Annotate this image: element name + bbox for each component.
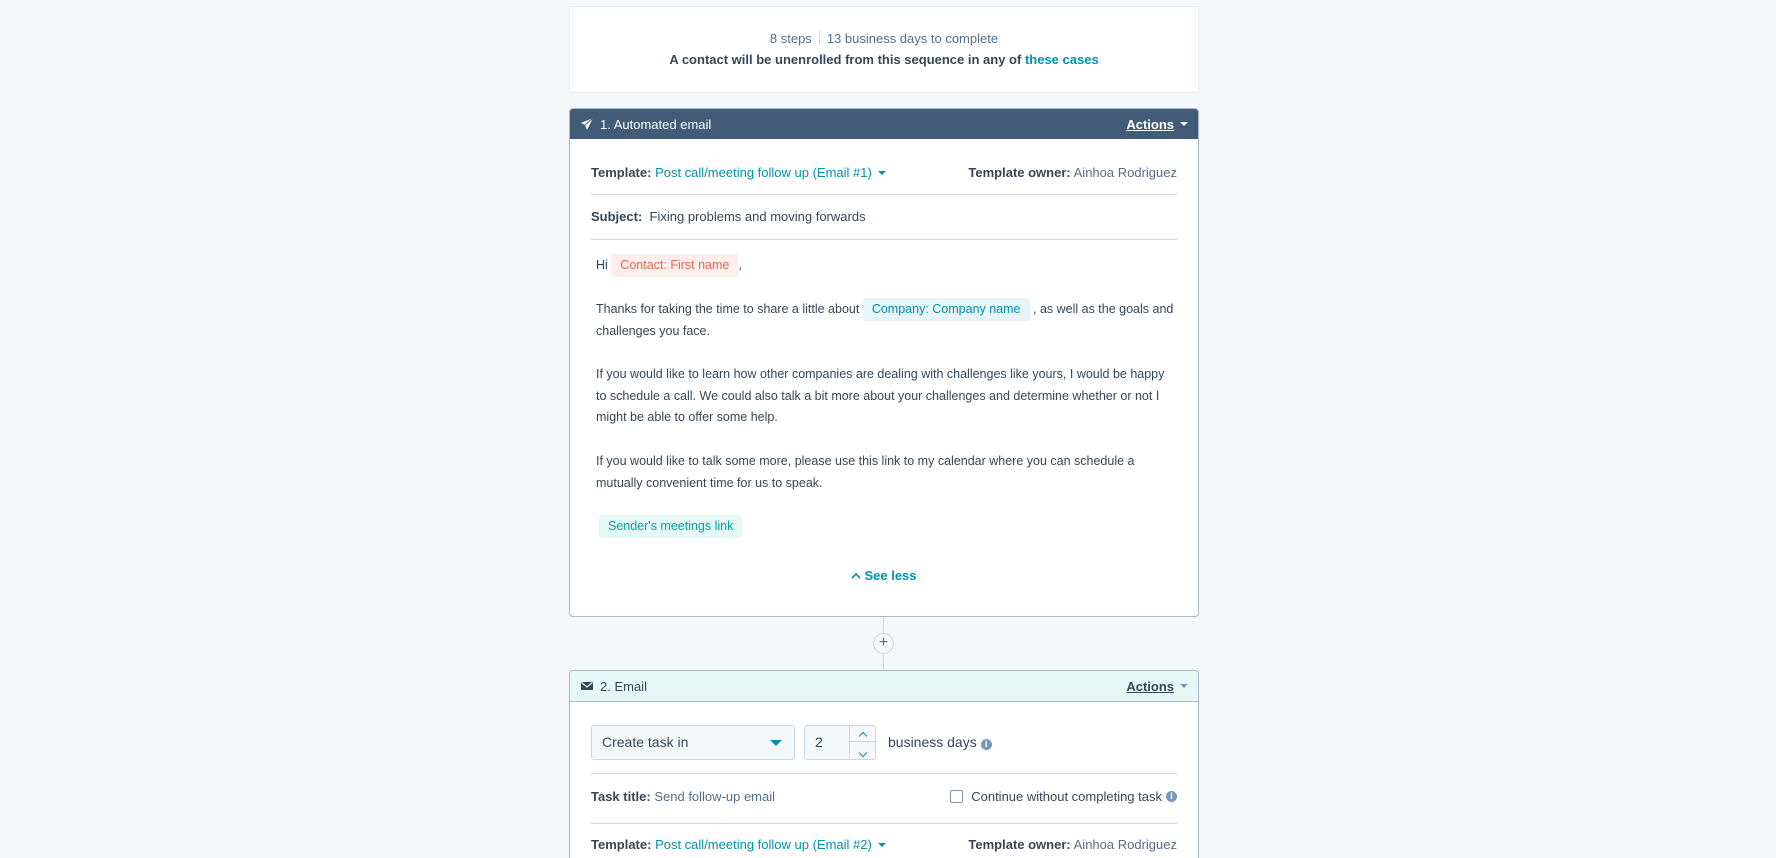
days-input[interactable]: 2: [815, 734, 823, 750]
chevron-up-icon: [851, 572, 861, 580]
days-stepper: [804, 725, 876, 760]
business-days-label: [888, 734, 992, 750]
email-meeting-link: [599, 515, 1176, 538]
email-paragraph-2: If you would like to learn how other companies are dealing with challenges like yours, I would be happy to schedule a call. We could also talk a bit more about your challenges and determine whether or not I might be able to offer some help.: [596, 367, 1165, 424]
connector-line: [883, 617, 884, 633]
chevron-down-icon: [1180, 122, 1188, 126]
greeting-text: Hi: [596, 258, 608, 272]
para1-before: Thanks for taking the time to share a little about: [596, 302, 860, 316]
template-owner: [968, 837, 1177, 852]
plus-icon: +: [878, 634, 889, 651]
para1-after: , as well as the goals and challenges you face.: [596, 302, 1174, 338]
step-header: [570, 671, 1198, 702]
chevron-up-icon: [858, 732, 866, 740]
continue-checkbox[interactable]: [950, 790, 963, 803]
owner-label: Template owner:: [968, 165, 1071, 180]
actions-label: Actions: [1126, 678, 1174, 694]
increment-button[interactable]: [850, 726, 875, 742]
actions-dropdown[interactable]: [1126, 117, 1188, 132]
info-icon[interactable]: i: [1166, 791, 1177, 802]
contact-first-name-token: Contact: First name: [611, 254, 738, 277]
template-select[interactable]: [655, 837, 886, 852]
divider: [591, 773, 1177, 774]
subject-value: Fixing problems and moving forwards: [649, 209, 866, 224]
steps-count: 8 steps: [769, 31, 812, 46]
actions-dropdown[interactable]: [1126, 679, 1188, 694]
chevron-down-icon: [770, 740, 782, 746]
actions-label: Actions: [1126, 116, 1174, 132]
info-icon[interactable]: i: [981, 739, 992, 750]
step-title: 2. Email: [600, 678, 647, 694]
step-card-automated-email: [569, 108, 1199, 617]
see-less-button[interactable]: [570, 568, 1198, 583]
company-name-token: Company: Company name: [863, 298, 1030, 321]
greeting-comma: ,: [738, 258, 742, 272]
meta-divider: [819, 31, 820, 45]
step-title: 1. Automated email: [600, 116, 712, 132]
unenroll-notice: [570, 52, 1198, 67]
task-title-value: Send follow-up email: [654, 789, 776, 804]
template-row: [591, 165, 1177, 180]
envelope-icon: [580, 679, 594, 693]
template-row: [591, 837, 1177, 852]
chevron-down-icon: [878, 171, 886, 175]
subject-label: Subject:: [591, 209, 643, 224]
template-label: Template:: [591, 165, 652, 180]
add-step-button[interactable]: [873, 633, 894, 654]
template-name: Post call/meeting follow up (Email #2): [655, 837, 872, 852]
subject-row: [591, 209, 1177, 224]
sequence-summary-card: [569, 6, 1199, 93]
template-select[interactable]: [655, 165, 886, 180]
business-days-text: business days: [888, 734, 977, 750]
owner-label: Template owner:: [968, 837, 1071, 852]
task-timing-select[interactable]: [591, 725, 795, 760]
days-to-complete: 13 business days to complete: [826, 31, 999, 46]
email-greeting: [596, 254, 1176, 277]
template-owner: [968, 165, 1177, 180]
connector-line: [883, 654, 884, 670]
step-header: [570, 109, 1198, 139]
divider: [591, 823, 1177, 824]
continue-label: Continue without completing task: [971, 789, 1162, 804]
task-title-row: [591, 789, 1177, 804]
email-paragraph-3: If you would like to talk some more, please use this link to my calendar where you can schedule a mutually convenient time for us to speak.: [596, 454, 1135, 490]
chevron-down-icon: [878, 843, 886, 847]
chevron-down-icon: [1180, 684, 1188, 688]
sequence-meta: [570, 31, 1198, 46]
divider: [591, 194, 1177, 195]
unenroll-text: A contact will be unenrolled from this sequence in any of: [669, 52, 1022, 67]
paper-plane-icon: [580, 117, 594, 131]
owner-name: Ainhoa Rodriguez: [1073, 837, 1177, 852]
chevron-down-icon: [858, 749, 866, 757]
template-label: Template:: [591, 837, 652, 852]
owner-name: Ainhoa Rodriguez: [1073, 165, 1177, 180]
stepper-arrows: [849, 726, 875, 759]
meetings-link-token: Sender's meetings link: [599, 515, 742, 538]
template-name: Post call/meeting follow up (Email #1): [655, 165, 872, 180]
divider: [591, 239, 1177, 240]
email-paragraph-1: [596, 298, 1176, 343]
continue-without-completing: [950, 789, 1177, 804]
see-less-label: See less: [864, 568, 917, 583]
task-title-label: Task title:: [591, 789, 651, 804]
decrement-button[interactable]: [850, 743, 875, 759]
step-card-email: [569, 670, 1199, 858]
unenroll-cases-link[interactable]: these cases: [1024, 52, 1099, 67]
task-timing-value: Create task in: [602, 734, 689, 750]
